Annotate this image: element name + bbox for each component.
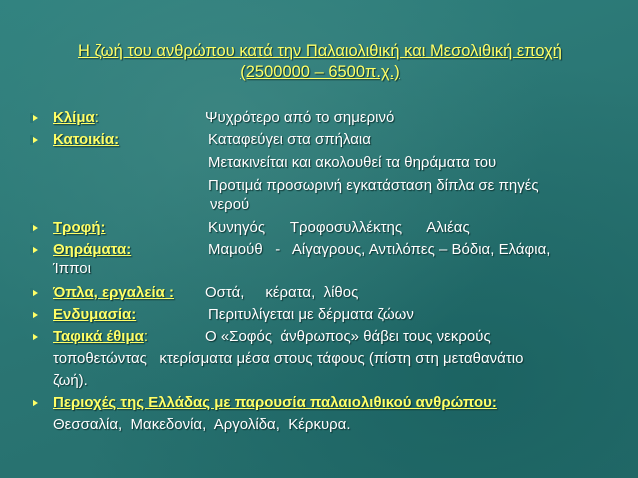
klima-colon: :	[94, 109, 99, 126]
arrow-bullet-icon	[30, 310, 38, 320]
klima-label: Κλίμα	[53, 109, 95, 126]
item-thiramata-text: Μαμούθ - Αίγαγρους, Αντιλόπες – Βόδια, Ελάφια,	[208, 241, 551, 258]
arrow-bullet-icon	[30, 398, 38, 408]
trofi-label: Τροφή:	[53, 219, 106, 236]
item-trofi-text: Κυνηγός Τροφοσυλλέκτης Αλιέας	[208, 219, 470, 236]
item-katoikia-text1: Καταφεύγει στα σπήλαια	[208, 131, 371, 148]
arrow-bullet-icon	[30, 135, 38, 145]
item-klima-label	[53, 109, 99, 127]
thiramata-label: Θηράματα:	[53, 241, 132, 258]
slide-title-line1: Η ζωή του ανθρώπου κατά την Παλαιολιθική και Μεσολιθική εποχή	[78, 42, 562, 60]
item-endymasia-label	[53, 306, 136, 324]
item-tafika-text3: ζωή).	[53, 372, 88, 389]
katoikia-label: Κατοικία:	[53, 131, 120, 148]
endymasia-label: Ενδυμασία:	[53, 306, 137, 323]
opla-label: Όπλα, εργαλεία :	[53, 284, 174, 301]
item-katoikia-label	[53, 131, 119, 149]
item-trofi-label	[53, 219, 106, 237]
item-perioxes-label	[53, 394, 497, 412]
item-thiramata-label	[53, 241, 131, 259]
perioxes-label: Περιοχές της Ελλάδας με παρουσία παλαιολιθικού ανθρώπου:	[53, 394, 497, 411]
item-opla-text: Οστά, κέρατα, λίθος	[205, 284, 359, 301]
item-thiramata-text2: Ίπποι	[53, 260, 91, 277]
arrow-bullet-icon	[30, 288, 38, 298]
tafika-colon: :	[143, 328, 149, 345]
arrow-bullet-icon	[30, 113, 38, 123]
arrow-bullet-icon	[30, 332, 38, 342]
item-perioxes-text: Θεσσαλία, Μακεδονία, Αργολίδα, Κέρκυρα.	[53, 416, 351, 433]
item-katoikia-text2: Μετακινείται και ακολουθεί τα θηράματα του	[208, 154, 497, 171]
tafika-label: Ταφικά έθιμα	[53, 328, 144, 345]
item-katoikia-text3: Προτιμά προσωρινή εγκατάσταση δίπλα σε πηγές	[208, 177, 539, 194]
item-opla-label	[53, 284, 174, 302]
item-klima-text: Ψυχρότερο από το σημερινό	[205, 109, 395, 126]
item-tafika-text2: τοποθετώντας κτερίσματα μέσα στους τάφους (πίστη στη μεταθανάτιο	[53, 350, 524, 367]
item-tafika-label	[53, 328, 148, 346]
item-endymasia-text: Περιτυλίγεται με δέρματα ζώων	[208, 306, 414, 323]
arrow-bullet-icon	[30, 245, 38, 255]
item-tafika-text: Ο «Σοφός άνθρωπος» θάβει τους νεκρούς	[205, 328, 491, 345]
arrow-bullet-icon	[30, 223, 38, 233]
item-katoikia-text4: νερού	[210, 196, 250, 213]
slide-title-line2: (2500000 – 6500π.χ.)	[240, 63, 400, 81]
